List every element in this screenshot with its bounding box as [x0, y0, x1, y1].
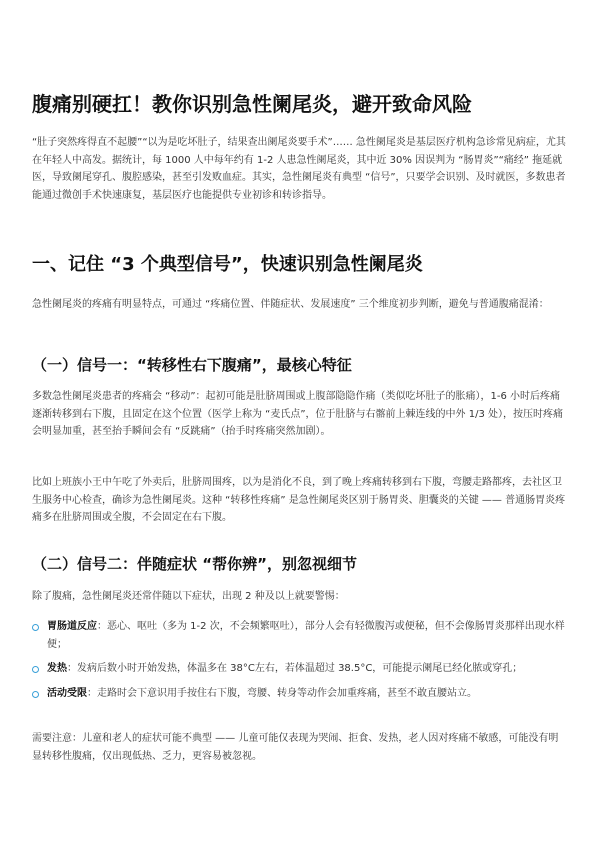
- signal-2-lead: 除了腹痛，急性阑尾炎还常伴随以下症状，出现 2 种及以上就要警惕：: [32, 591, 345, 602]
- list-item: [32, 618, 568, 653]
- bullet-circle-icon: [32, 624, 39, 631]
- signal-1-paragraph: 多数急性阑尾炎患者的疼痛会 “移动”：起初可能是肚脐周围或上腹部隐隐作痛（类似吃坏肚子的胀痛），1-6 小时后疼痛逐渐转移到右下腹，且固定在这个位置（医学上称为 “麦氏点”，位于肚脐与右髂前上棘连线的中外 1/3 处），按压时疼痛会明显加重，甚至抬手瞬间会有 “反跳痛”（抬手时疼痛突然加剧）。: [32, 391, 563, 437]
- symptom-term: 胃肠道反应: [47, 621, 97, 632]
- bullet-circle-icon: [32, 666, 39, 673]
- symptom-description: ：发病后数小时开始发热，体温多在 38°C左右，若体温超过 38.5°C，可能提示阑尾已经化脓或穿孔；: [67, 663, 523, 674]
- list-item: [32, 685, 568, 703]
- symptom-description: ：恶心、呕吐（多为 1-2 次，不会频繁呕吐），部分人会有轻微腹泻或便秘，但不会像肠胃炎那样出现水样便；: [47, 621, 565, 650]
- section-1-heading: 一、记住 “3 个典型信号”，快速识别急性阑尾炎: [32, 254, 423, 275]
- symptom-term: 发热: [47, 663, 67, 674]
- bullet-circle-icon: [32, 691, 39, 698]
- intro-paragraph: “肚子突然疼得直不起腰”“以为是吃坏肚子，结果查出阑尾炎要手术”…… 急性阑尾炎是基层医疗机构急诊常见病症，尤其在年轻人中高发。据统计，每 1000 人中每年约有 1-2 人患急性阑尾炎，其中近 30% 因误判为 “肠胃炎”“痛经” 拖延就医，导致阑尾穿孔、腹腔感染，甚至引发败血症。其实，急性阑尾炎有典型 “信号”，只要学会识别、及时就医，多数患者能通过微创手术快速康复，基层医疗也能提供专业初诊和转诊指导。: [32, 137, 566, 201]
- list-item: [32, 660, 568, 678]
- symptom-list: [32, 618, 568, 702]
- symptom-term: 活动受限: [47, 687, 87, 699]
- section-1-lead: 急性阑尾炎的疼痛有明显特点，可通过 “疼痛位置、伴随症状、发展速度” 三个维度初步判断，避免与普通腹痛混淆：: [32, 299, 549, 310]
- signal-1-example-paragraph: 比如上班族小王中午吃了外卖后，肚脐周围疼，以为是消化不良，到了晚上疼痛转移到右下腹，弯腰走路都疼，去社区卫生服务中心检查，确诊为急性阑尾炎。这种 “转移性疼痛” 是急性阑尾炎区别于肠胃炎、胆囊炎的关键 —— 普通肠胃炎疼痛多在肚脐周围或全腹，不会固定在右下腹。: [32, 477, 566, 523]
- article-title: 腹痛别硬扛！教你识别急性阑尾炎，避开致命风险: [32, 92, 472, 116]
- signal-2-heading: （二）信号二：伴随症状 “帮你辨”，别忽视细节: [32, 555, 357, 573]
- symptom-description: ：走路时会下意识用手按住右下腹，弯腰、转身等动作会加重疼痛，甚至不敢直腰站立。: [87, 687, 477, 699]
- signal-1-heading: （一）信号一：“转移性右下腹痛”，最核心特征: [32, 356, 352, 374]
- special-population-note: 需要注意：儿童和老人的症状可能不典型 —— 儿童可能仅表现为哭闹、拒食、发热，老人因对疼痛不敏感，可能没有明显转移性腹痛，仅出现低热、乏力，更容易被忽视。: [32, 733, 559, 762]
